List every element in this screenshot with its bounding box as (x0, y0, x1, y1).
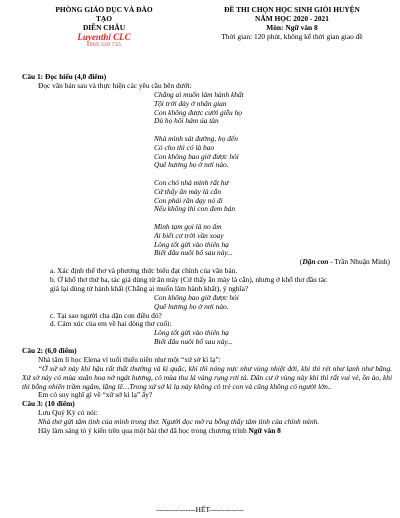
poem-line: Mình tạm gọi là no ấm (154, 221, 222, 231)
q2-ask: Em có suy nghĩ gì về “xứ sở kì lạ” ấy? (38, 390, 153, 400)
q2-intro: Nhà tâm lí học Elena ví tuổi thiếu niên như một “xứ sở kì lạ”: (38, 354, 221, 364)
poem-stanza-4 (22, 223, 392, 259)
poem-line: Quê hương họ ở nơi nào. (154, 301, 229, 311)
exam-body (22, 73, 392, 436)
phone-number: 0969 339 735 (86, 42, 122, 49)
district-name: DIỄN CHÂU (82, 22, 126, 32)
q1-item-c: c. Tại sao người cha dặn con điều đó? (50, 310, 162, 320)
poem-line: Lòng tốt gửi vào thiên hạ (154, 239, 229, 249)
poem-credit: (Dặn con - Trần Nhuận Minh) (299, 257, 390, 267)
poem-line: Dù họ hôi hám úa tàn (154, 116, 219, 126)
q1-item-d: d. Cảm xúc của em về hai dòng thơ cuối: (50, 319, 172, 329)
poem-line: Nhà mình sát đường, họ đến (154, 133, 238, 143)
q3-title: Câu 3: (10 điểm) (22, 399, 75, 409)
q1-instruction: Đọc văn bản sau và thực hiện các yêu cầu bên dưới: (38, 80, 192, 90)
poem-line: Biết đâu nuôi bố sau này... (154, 337, 233, 347)
poem-stanza-2 (22, 135, 392, 171)
header-left (48, 6, 160, 49)
department-name: PHÒNG GIÁO DỤC VÀ ĐÀO TẠO (55, 5, 153, 23)
poem-line: Chẳng ai muốn làm hành khất (154, 89, 244, 99)
q1-item-a: a. Xác định thể thơ và phương thức biểu đạt chính của văn bản. (50, 266, 238, 276)
poem-line: Con không bao giờ được hỏi (154, 292, 239, 302)
poem-line: Tội trời đày ở nhân gian (154, 98, 227, 108)
poem-line: Lòng tốt gửi vào thiên hạ (154, 328, 229, 338)
q3-quote: Nhà thơ gửi tâm tình của mình trong thơ. Người đọc mở ra bỗng thấy tâm tình của chính mình. (38, 417, 320, 426)
exam-title: ĐỀ THI CHỌN HỌC SINH GIỎI HUYỆN (224, 5, 360, 14)
poem-line: Con không bao giờ được hỏi (154, 151, 239, 161)
poem-line: Con phải răn dạy nó đi (154, 195, 223, 205)
q2-quote: “Ở xứ sở này khí hậu rất thất thường và kì quặc, khi thì nóng nực như vùng nhiệt đới, khi thì rét như lạnh như băng. Xứ sở này có mùa xuân hoa nở ngát hương, có mùa thu lá vàng rụng rơi tả. Dân cư ở vùng này khi thì rất vui vẻ, ồn ào, khi thì bỗng nhiên trầm ngâm, lặng lẽ…Trong xứ sở kì lạ này không có trẻ con và cũng không có người lớn.. (22, 363, 392, 391)
poem-line: Con không được cười giễu họ (154, 107, 242, 117)
subject: Môn: Ngữ văn 8 (266, 22, 318, 32)
poem-line: Nếu không thì con đem bán (154, 204, 236, 214)
q1-item-b: b. Ở khổ thơ thứ ba, tác giả dùng từ ăn mày (Cứ thấy ăn mày là cắn), nhưng ở khổ thơ đầu tác (50, 275, 328, 284)
q3-task-bold: Ngữ văn 8 (248, 425, 281, 435)
q1-item-b-cont: giả lại dùng từ hành khất (Chẳng ai muốn làm hành khất), ý nghĩa? (50, 283, 249, 293)
q3-author: Lưu Quý Kỳ có nói: (38, 408, 98, 418)
q3-task: Hãy làm sáng tỏ ý kiến trên qua một bài thơ đã học trong chương trình Ngữ văn 8 (38, 425, 281, 435)
poem-stanza-3 (22, 179, 392, 215)
footer-end-mark: ----------------HẾT-------------- (156, 505, 244, 514)
poem-line: Quê hương họ ở nơi nào. (154, 160, 229, 170)
school-year: NĂM HỌC 2020 - 2021 (255, 13, 329, 23)
q1-quote-d (22, 329, 392, 347)
poem-line: Ai biết cơ trời vần xoay (154, 230, 224, 240)
time-limit: Thời gian: 120 phút, không kể thời gian giao đề (221, 31, 363, 41)
q1-title: Câu 1: Đọc hiểu (4,0 điểm) (22, 72, 107, 81)
logo-text: Luyenthi CLC (77, 31, 131, 42)
poem-stanza-1 (22, 91, 392, 127)
poem-line: Biết đâu nuôi bố sau này... (154, 248, 233, 258)
q1-quote-b (22, 294, 392, 312)
poem-title: Dặn con (302, 257, 329, 267)
header-right (192, 6, 392, 42)
poem-line: Con chó nhà mình rất hư (154, 177, 229, 187)
poem-line: Cứ thấy ăn mày là cắn (154, 186, 222, 196)
poem-line: Có cho thì có là bao (154, 142, 215, 152)
q2-title: Câu 2: (6,0 điểm) (22, 346, 77, 355)
